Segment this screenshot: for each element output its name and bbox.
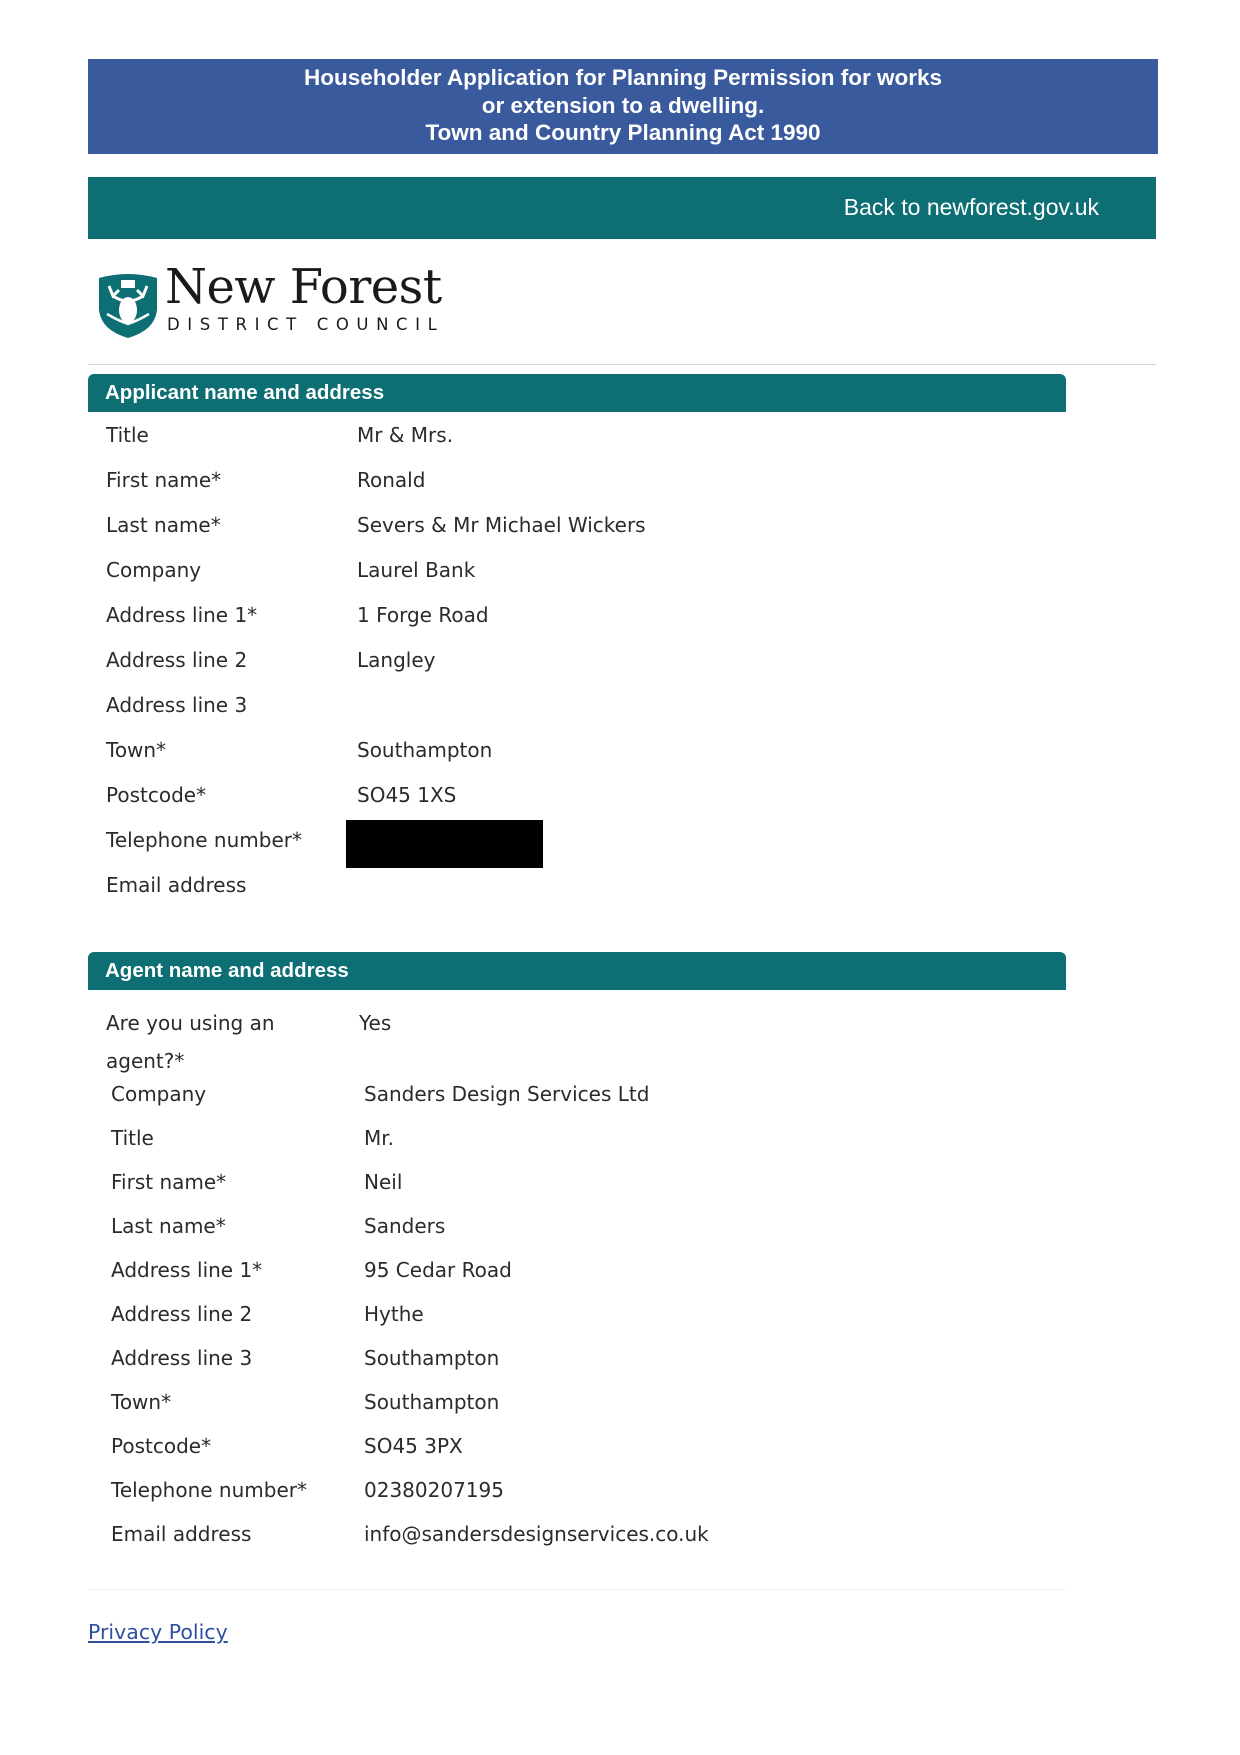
field-row [88,1338,1066,1382]
field-row [88,412,1066,457]
field-label: Address line 3 [106,693,248,717]
field-value: Southampton [357,738,493,762]
field-row [88,1514,1066,1558]
field-row [88,682,1066,727]
field-row [88,1206,1066,1250]
field-row [88,1470,1066,1514]
field-value: SO45 1XS [357,783,457,807]
form-title-line-1: Householder Application for Planning Permission for works [304,65,942,90]
field-row [88,547,1066,592]
field-label: Address line 1* [106,603,258,627]
field-value: Neil [364,1170,403,1194]
field-label: Postcode* [106,783,207,807]
applicant-fields [88,412,1066,971]
field-label: Town* [111,1390,172,1414]
field-row [88,817,1066,862]
agent-section-heading: Agent name and address [88,952,1066,990]
field-label: Address line 1* [111,1258,263,1282]
field-value: SO45 3PX [364,1434,463,1458]
using-agent-value: Yes [359,1011,392,1035]
field-row [88,1250,1066,1294]
field-label: Email address [106,873,247,897]
using-agent-row [88,990,1066,1074]
field-row [88,592,1066,637]
field-value: Sanders Design Services Ltd [364,1082,650,1106]
field-value: Laurel Bank [357,558,476,582]
agent-section [88,952,1066,1590]
field-value: 1 Forge Road [357,603,489,627]
field-row [88,727,1066,772]
form-title-line-2: or extension to a dwelling. [481,92,765,118]
field-label: Title [111,1126,154,1150]
field-row [88,862,1066,907]
field-value: Ronald [357,468,426,492]
field-label: Telephone number* [106,828,302,852]
form-title-banner [88,59,1158,154]
agent-fields [88,990,1066,1590]
field-value: Southampton [364,1346,500,1370]
field-value: info@sandersdesignservices.co.uk [364,1522,709,1546]
deer-crest-icon [93,270,163,338]
field-label: Title [106,423,149,447]
field-row [88,772,1066,817]
field-label: First name* [111,1170,227,1194]
field-value: Mr & Mrs. [357,423,454,447]
council-logo [93,259,453,337]
field-row [88,1074,1066,1118]
field-row [88,637,1066,682]
redacted-value [346,820,543,868]
field-row [88,1162,1066,1206]
field-value: Mr. [364,1126,394,1150]
applicant-section [88,374,1066,971]
form-title-line-3: Town and Country Planning Act 1990 [425,120,821,145]
field-value: Southampton [364,1390,500,1414]
using-agent-label: Are you using an agent?* [106,1011,275,1073]
field-value: Hythe [364,1302,424,1326]
field-label: Address line 2 [106,648,248,672]
field-label: Address line 2 [111,1302,253,1326]
field-row [88,1382,1066,1426]
field-label: First name* [106,468,222,492]
field-label: Telephone number* [111,1478,307,1502]
field-value: Langley [357,648,436,672]
field-value: 02380207195 [364,1478,504,1502]
field-value: Sanders [364,1214,446,1238]
field-row [88,457,1066,502]
field-label: Last name* [111,1214,226,1238]
field-label: Town* [106,738,167,762]
field-label: Email address [111,1522,252,1546]
logo-name: New Forest [165,259,442,315]
header-divider [88,364,1156,365]
field-row [88,1426,1066,1470]
field-label: Postcode* [111,1434,212,1458]
field-label: Last name* [106,513,221,537]
applicant-section-heading: Applicant name and address [88,374,1066,412]
field-row [88,502,1066,547]
nav-bar [88,177,1156,239]
field-row [88,1118,1066,1162]
field-row [88,1294,1066,1338]
logo-subtitle: DISTRICT COUNCIL [167,315,445,334]
field-value: Severs & Mr Michael Wickers [357,513,646,537]
back-to-site-link[interactable]: Back to newforest.gov.uk [843,194,1099,220]
field-value: 95 Cedar Road [364,1258,512,1282]
field-label: Company [106,558,202,582]
privacy-policy-link[interactable]: Privacy Policy [88,1620,228,1644]
field-label: Address line 3 [111,1346,253,1370]
field-label: Company [111,1082,207,1106]
